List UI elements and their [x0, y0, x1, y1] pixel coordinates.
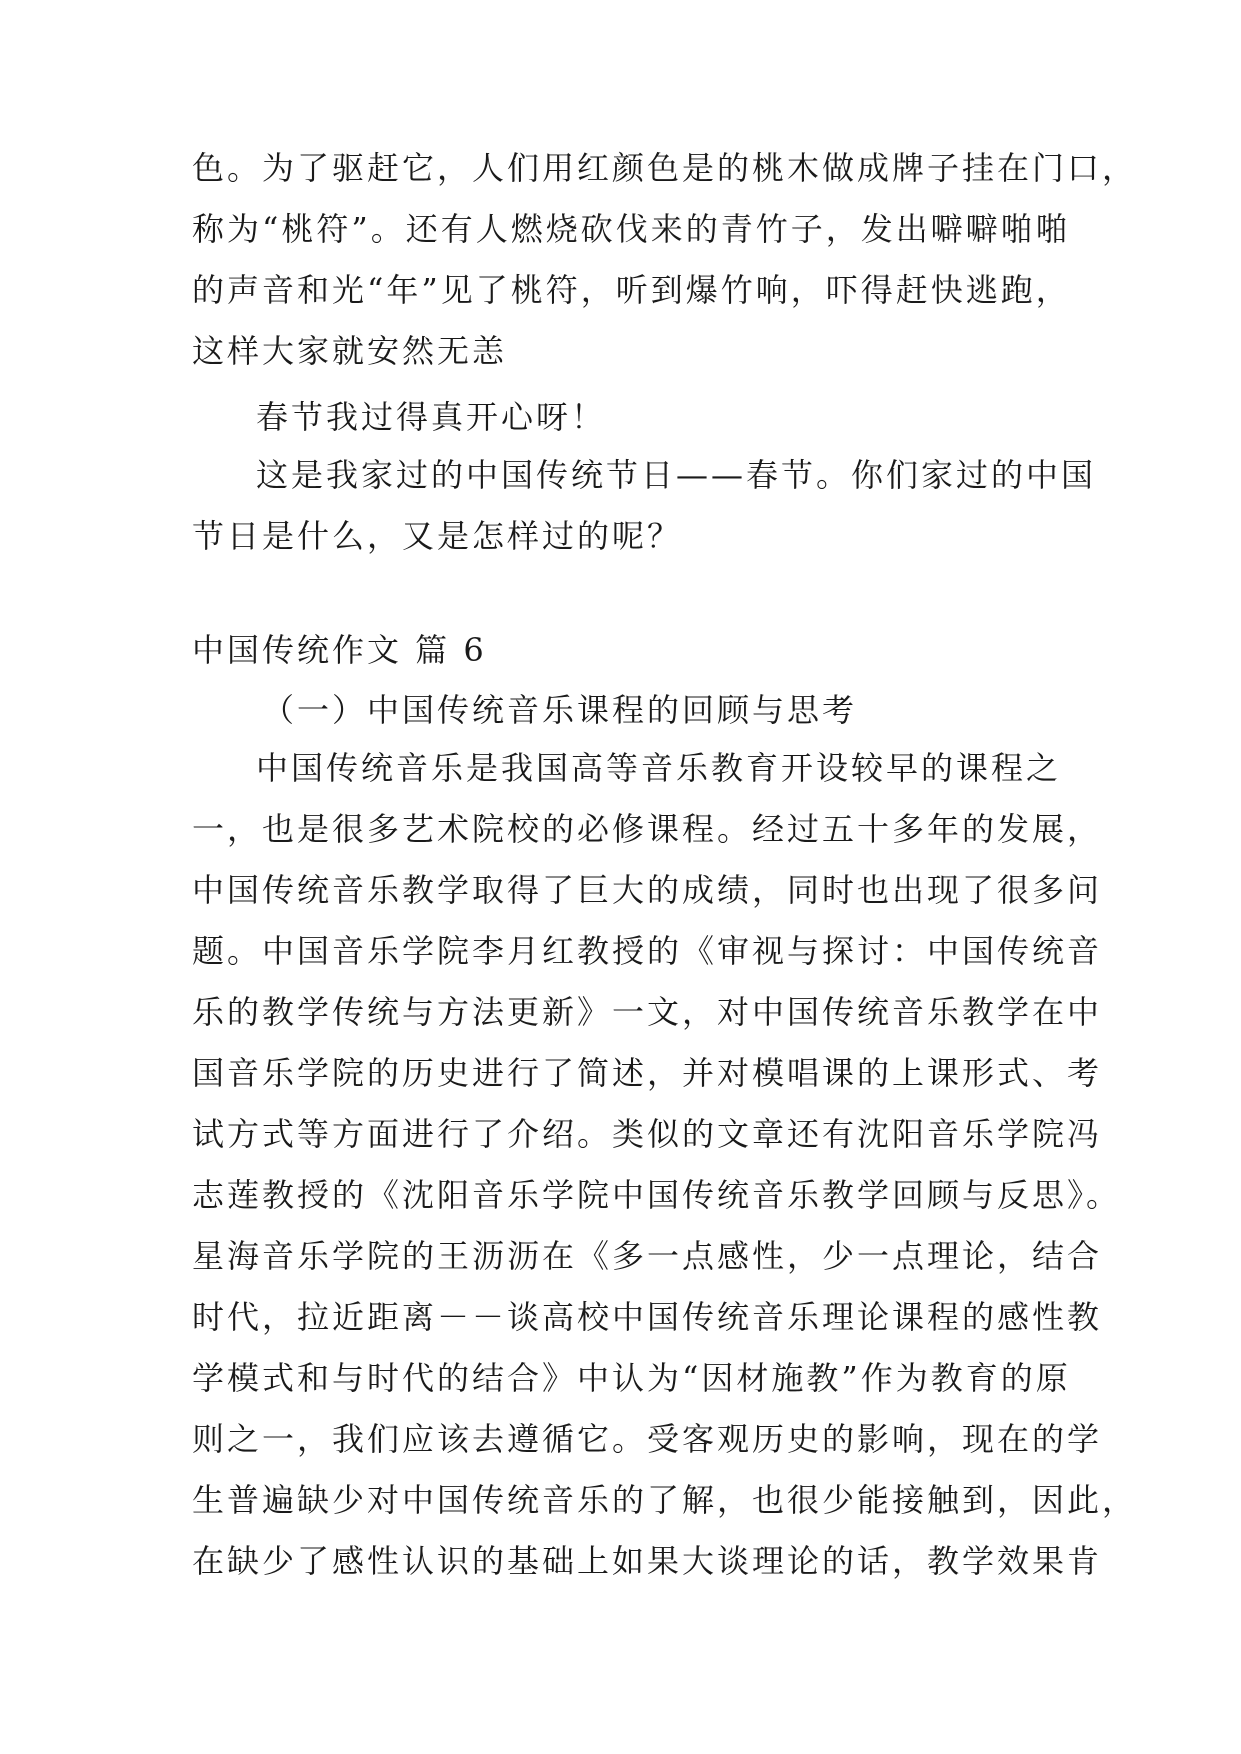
paragraph-line: 节日是什么，又是怎样过的呢？ [192, 517, 683, 555]
paragraph-line: 试方式等方面进行了介绍。类似的文章还有沈阳音乐学院冯 [192, 1115, 1103, 1153]
paragraph-line: 这样大家就安然无恙 [192, 332, 508, 370]
subsection-title: （一）中国传统音乐课程的回顾与思考 [262, 691, 858, 729]
paragraph-line: 中国传统音乐是我国高等音乐教育开设较早的课程之 [256, 749, 1062, 787]
paragraph-line: 题。中国音乐学院李月红教授的《审视与探讨：中国传统音 [192, 932, 1103, 970]
paragraph-line: 时代，拉近距离－－谈高校中国传统音乐理论课程的感性教 [192, 1298, 1103, 1336]
paragraph-line: 的声音和光“年”见了桃符，听到爆竹响，吓得赶快逃跑， [192, 271, 1071, 309]
paragraph-happy: 春节我过得真开心呀！ [256, 398, 607, 436]
paragraph-line: 国音乐学院的历史进行了简述，并对模唱课的上课形式、考 [192, 1054, 1103, 1092]
paragraph-line: 学模式和与时代的结合》中认为“因材施教”作为教育的原 [192, 1359, 1071, 1397]
paragraph-line: 志莲教授的《沈阳音乐学院中国传统音乐教学回顾与反思》。 [192, 1176, 1122, 1214]
section-title: 中国传统作文 篇 6 [192, 631, 487, 669]
paragraph-line: 中国传统音乐教学取得了巨大的成绩，同时也出现了很多问 [192, 871, 1103, 909]
paragraph-line: 称为“桃符”。还有人燃烧砍伐来的青竹子，发出噼噼啪啪 [192, 210, 1071, 248]
paragraph-line: 星海音乐学院的王沥沥在《多一点感性，少一点理论，结合 [192, 1237, 1103, 1275]
paragraph-line: 一，也是很多艺术院校的必修课程。经过五十多年的发展， [192, 810, 1103, 848]
paragraph-line: 生普遍缺少对中国传统音乐的了解，也很少能接触到，因此， [192, 1481, 1138, 1519]
paragraph-line: 这是我家过的中国传统节日——春节。你们家过的中国 [256, 456, 1097, 494]
paragraph-line: 则之一，我们应该去遵循它。受客观历史的影响，现在的学 [192, 1420, 1103, 1458]
paragraph-line: 色。为了驱赶它，人们用红颜色是的桃木做成牌子挂在门口， [192, 149, 1138, 187]
paragraph-line: 乐的教学传统与方法更新》一文，对中国传统音乐教学在中 [192, 993, 1103, 1031]
paragraph-line: 在缺少了感性认识的基础上如果大谈理论的话，教学效果肯 [192, 1542, 1103, 1580]
